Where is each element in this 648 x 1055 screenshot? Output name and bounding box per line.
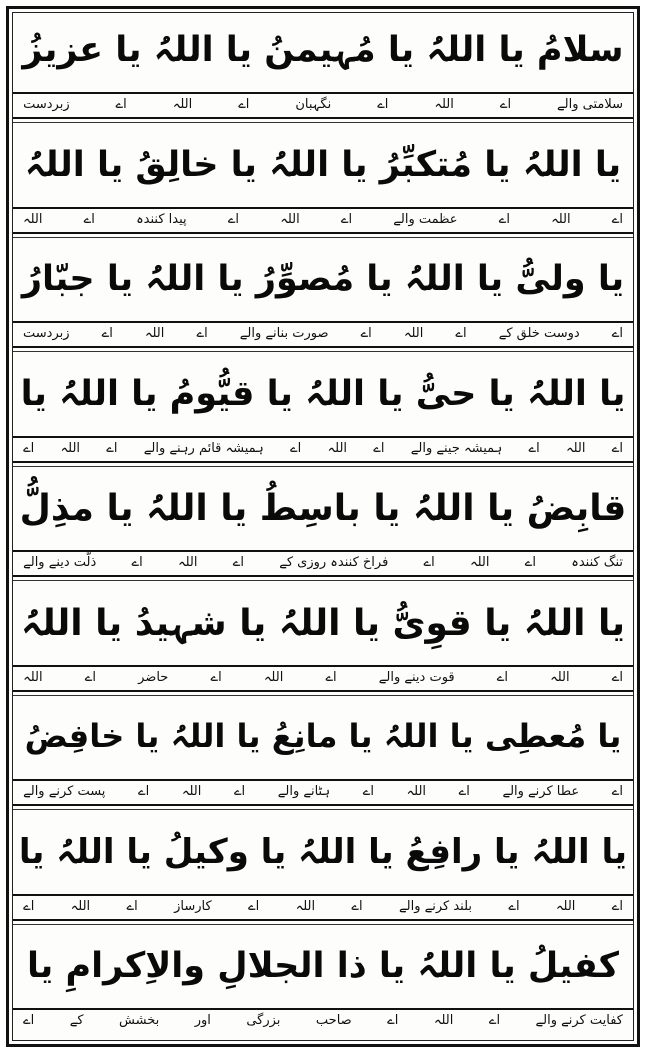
row-divider-inner — [13, 351, 633, 352]
row-divider-inner — [13, 695, 633, 696]
translation-word: اے — [325, 669, 337, 685]
translation-word: زبردست — [23, 97, 70, 112]
translation-word: ذلّت دینے والے — [23, 555, 97, 570]
translation-word: اے — [499, 97, 512, 112]
translation-word: اے — [83, 211, 95, 227]
translation-word: اور — [194, 1013, 211, 1028]
translation-word: ہٹانے والے — [277, 784, 331, 799]
translation-word: اے — [611, 326, 623, 341]
translation-word: صورت بنانے والے — [239, 326, 329, 341]
urdu-translation-row — [23, 212, 623, 227]
translation-word: اللہ — [550, 669, 570, 685]
translation-word: اللہ — [327, 440, 348, 456]
translation-word: اے — [611, 784, 623, 799]
translation-word: اللہ — [23, 211, 43, 227]
translation-word: اے — [106, 440, 118, 456]
row-divider — [13, 232, 633, 234]
row-divider-inner — [13, 809, 633, 810]
arabic-verse-line: قابِضُ یا اللہُ یا باسِطُ یا اللہُ یا مذِلُّ — [19, 488, 627, 529]
translation-word: فراخ کنندہ روزی کے — [279, 555, 389, 570]
row-divider — [13, 346, 633, 348]
translation-word: اللہ — [280, 211, 300, 227]
urdu-translation-row — [23, 899, 623, 914]
row-divider-inner — [13, 122, 633, 123]
prayer-page — [6, 6, 640, 1047]
translation-word: اے — [496, 669, 509, 685]
translation-word: اے — [238, 97, 250, 112]
translation-word: سلامتی والے — [557, 97, 623, 112]
translation-word: اے — [498, 211, 510, 227]
translation-word: اے — [131, 555, 143, 570]
translation-word: اللہ — [263, 669, 284, 685]
verse-divider — [13, 779, 633, 781]
translation-word: اے — [115, 97, 127, 112]
urdu-translation-row — [23, 326, 623, 341]
translation-word: اے — [84, 669, 96, 685]
verse-divider — [13, 665, 633, 667]
translation-word: اللہ — [172, 97, 193, 112]
verse-divider — [13, 894, 633, 896]
translation-word: اے — [290, 440, 302, 456]
translation-word: اے — [455, 326, 467, 341]
arabic-verse-line: یا اللہُ یا قوِیُّ یا اللہُ یا شہیدُ یا اللہُ — [20, 602, 626, 644]
urdu-translation-row — [23, 441, 623, 456]
verse-divider — [13, 92, 633, 94]
translation-word: اے — [126, 898, 138, 914]
row-divider-inner — [13, 580, 633, 581]
arabic-verse-line: یا اللہُ یا رافِعُ یا اللہُ یا وکیلُ یا اللہُ یا — [18, 831, 627, 872]
translation-word: عظمت والے — [393, 211, 458, 227]
translation-word: اللہ — [23, 669, 43, 685]
arabic-verse-line: یا مُعطِی یا اللہُ یا مانِعُ یا اللہُ یا خافِضُ — [24, 717, 622, 755]
translation-word: اللہ — [434, 97, 454, 112]
urdu-translation-row — [23, 784, 623, 799]
translation-word: قوت دینے والے — [378, 669, 455, 685]
translation-word: کفایت کرنے والے — [535, 1013, 623, 1028]
arabic-verse-line: یا ولیُّ یا اللہُ یا مُصوِّرُ یا اللہُ یا جبّارُ — [21, 259, 625, 299]
translation-word: اے — [611, 669, 623, 685]
verse-divider — [13, 1008, 633, 1010]
translation-word: اے — [508, 898, 520, 914]
row-divider-inner — [13, 924, 633, 925]
translation-word: اے — [340, 211, 353, 227]
translation-word: بزرگی — [246, 1013, 281, 1028]
translation-word: بلند کرنے والے — [399, 898, 472, 914]
arabic-verse-line: کفیلُ یا اللہُ یا ذا الجلالِ والاِکرامِ یا — [26, 946, 619, 986]
translation-word: اے — [210, 669, 222, 685]
urdu-translation-row — [23, 97, 623, 112]
translation-word: پست کرنے والے — [23, 784, 106, 799]
row-divider — [13, 575, 633, 577]
translation-word: اے — [362, 784, 374, 799]
translation-word: اے — [196, 326, 208, 341]
row-divider — [13, 461, 633, 463]
row-divider — [13, 804, 633, 806]
row-divider-inner — [13, 237, 633, 238]
urdu-translation-row — [23, 670, 623, 685]
translation-word: اے — [528, 440, 540, 456]
row-divider-inner — [13, 466, 633, 467]
translation-word: اے — [524, 555, 536, 570]
translation-word: کارساز — [174, 898, 212, 914]
row-divider — [13, 117, 633, 119]
translation-word: اللہ — [144, 326, 165, 341]
translation-word: ہمیشہ قائم رہنے والے — [143, 440, 264, 456]
translation-word: اللہ — [406, 784, 427, 799]
verse-divider — [13, 550, 633, 552]
translation-word: اے — [488, 1013, 501, 1028]
translation-word: اللہ — [181, 784, 202, 799]
translation-word: اے — [611, 211, 623, 227]
translation-word: اے — [423, 555, 435, 570]
translation-word: اللہ — [566, 440, 586, 456]
translation-word: اے — [387, 1013, 399, 1028]
translation-word: اللہ — [555, 898, 576, 914]
urdu-translation-row — [23, 1013, 623, 1028]
translation-word: اے — [23, 1013, 35, 1028]
row-divider — [13, 919, 633, 921]
translation-word: بخشش — [119, 1013, 160, 1028]
row-divider — [13, 690, 633, 692]
translation-word: اے — [23, 440, 35, 456]
translation-word: اللہ — [178, 555, 198, 570]
translation-word: اے — [458, 784, 470, 799]
translation-word: اے — [233, 784, 246, 799]
translation-word: اے — [101, 326, 113, 341]
translation-word: اے — [138, 784, 150, 799]
translation-word: کے — [69, 1013, 84, 1028]
translation-word: اللہ — [70, 898, 91, 914]
translation-word: اللہ — [470, 555, 490, 570]
translation-word: حاضر — [138, 669, 169, 685]
arabic-verse-line: سلامُ یا اللہُ یا مُہیمنُ یا اللہُ یا عزیزُ — [22, 30, 624, 70]
translation-word: نگہبان — [295, 97, 332, 112]
translation-word: اے — [248, 898, 260, 914]
translation-word: اے — [227, 211, 240, 227]
translation-word: اے — [611, 440, 623, 456]
translation-word: صاحب — [315, 1013, 352, 1028]
translation-word: اے — [373, 440, 385, 456]
translation-word: اے — [232, 555, 244, 570]
translation-word: اے — [360, 326, 372, 341]
arabic-verse-line: یا اللہُ یا حیُّ یا اللہُ یا قیُّومُ یا اللہُ یا — [20, 373, 626, 414]
translation-word: اے — [377, 97, 389, 112]
translation-word: عطا کرنے والے — [502, 784, 580, 799]
arabic-verse-line: یا اللہُ یا مُتکبِّرُ یا اللہُ یا خالِقُ یا اللہُ — [24, 144, 622, 185]
translation-word: اے — [611, 898, 623, 914]
translation-word: اللہ — [433, 1013, 454, 1028]
translation-word: اے — [23, 898, 35, 914]
verse-divider — [13, 207, 633, 209]
translation-word: دوست خلق کے — [498, 326, 580, 341]
urdu-translation-row — [23, 555, 623, 570]
translation-word: اے — [351, 898, 363, 914]
translation-word: زبردست — [23, 326, 70, 341]
translation-word: پیدا کنندہ — [136, 211, 187, 227]
translation-word: اللہ — [403, 326, 424, 341]
translation-word: تنگ کنندہ — [571, 555, 623, 570]
verse-divider — [13, 321, 633, 323]
translation-word: ہمیشہ جینے والے — [410, 440, 503, 456]
verse-divider — [13, 436, 633, 438]
translation-word: اللہ — [60, 440, 81, 456]
translation-word: اللہ — [551, 211, 571, 227]
translation-word: اللہ — [295, 898, 316, 914]
